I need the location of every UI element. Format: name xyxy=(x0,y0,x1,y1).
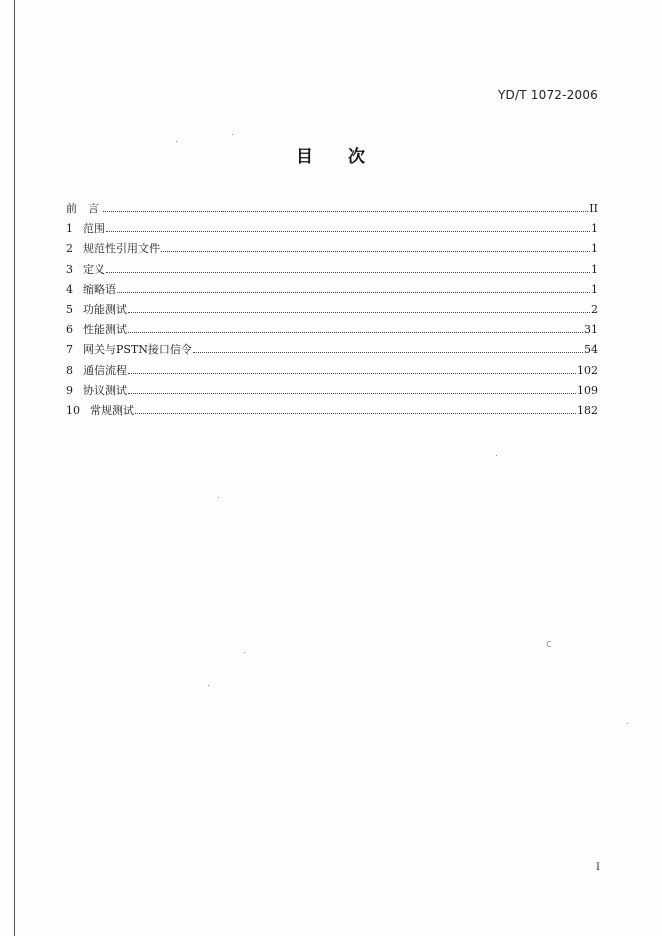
toc-entry-number: 10 xyxy=(66,403,80,417)
scan-speck xyxy=(627,723,628,724)
toc-entry-number: 4 xyxy=(66,282,73,296)
scan-speck xyxy=(218,497,219,498)
toc-entry-7[interactable] xyxy=(66,341,598,361)
scan-speck xyxy=(208,685,209,686)
toc-entry-page: 2 xyxy=(591,302,598,316)
toc-title-char-2: 次 xyxy=(348,147,366,167)
toc-entry-3[interactable] xyxy=(66,261,598,281)
toc-entry-number: 6 xyxy=(66,323,73,337)
binding-edge-line xyxy=(14,0,15,936)
toc-entry-6[interactable] xyxy=(66,321,598,341)
scan-speck xyxy=(244,652,245,653)
toc-entry-label: 性能测试 xyxy=(83,323,127,337)
table-of-contents xyxy=(66,200,598,422)
toc-entry-page: 1 xyxy=(591,242,598,256)
toc-leader-dots xyxy=(128,372,576,374)
toc-entry-foreword[interactable] xyxy=(66,200,598,220)
toc-entry-label: 规范性引用文件 xyxy=(83,242,160,256)
toc-entry-label: 功能测试 xyxy=(83,302,127,316)
scan-speck xyxy=(496,455,497,456)
toc-entry-page: 1 xyxy=(591,282,598,296)
toc-entry-page: 1 xyxy=(591,262,598,276)
scan-smudge-mark: ⅽ xyxy=(546,637,553,650)
toc-leader-dots xyxy=(161,250,590,252)
toc-entry-label: 网关与PSTN接口信令 xyxy=(83,343,192,357)
scan-speck xyxy=(222,211,223,212)
toc-entry-page: 182 xyxy=(577,403,598,417)
toc-entry-1[interactable] xyxy=(66,220,598,240)
toc-entry-number: 8 xyxy=(66,363,73,377)
toc-entry-page: II xyxy=(589,202,598,215)
toc-entry-2[interactable] xyxy=(66,240,598,260)
toc-leader-dots xyxy=(117,291,590,293)
toc-entry-number: 5 xyxy=(66,302,73,316)
toc-entry-9[interactable] xyxy=(66,382,598,402)
toc-leader-dots xyxy=(128,311,590,313)
toc-entry-page: 109 xyxy=(577,383,598,397)
toc-entry-number: 1 xyxy=(66,222,73,236)
toc-title xyxy=(0,142,662,167)
toc-leader-dots xyxy=(193,351,583,353)
toc-entry-page: 54 xyxy=(584,343,598,357)
toc-entry-label: 前言 xyxy=(66,202,110,215)
scan-speck xyxy=(176,141,177,142)
toc-entry-label: 定义 xyxy=(83,262,105,276)
toc-entry-label: 通信流程 xyxy=(83,363,127,377)
toc-entry-number: 9 xyxy=(66,383,73,397)
toc-entry-label: 范围 xyxy=(83,222,105,236)
toc-leader-dots xyxy=(106,271,590,273)
toc-leader-dots xyxy=(106,230,590,232)
standard-code: YD/T 1072-2006 xyxy=(498,88,598,102)
toc-entry-10[interactable] xyxy=(66,402,598,422)
toc-entry-number: 7 xyxy=(66,343,73,357)
toc-entry-label: 常规测试 xyxy=(90,403,134,417)
toc-entry-page: 1 xyxy=(591,222,598,236)
page-number: I xyxy=(596,862,600,873)
toc-entry-5[interactable] xyxy=(66,301,598,321)
toc-entry-4[interactable] xyxy=(66,281,598,301)
toc-entry-label: 协议测试 xyxy=(83,383,127,397)
toc-entry-8[interactable] xyxy=(66,362,598,382)
toc-entry-label: 缩略语 xyxy=(83,282,116,296)
toc-leader-dots xyxy=(135,412,576,414)
toc-leader-dots xyxy=(128,392,576,394)
toc-entry-number: 3 xyxy=(66,262,73,276)
toc-entry-page: 102 xyxy=(577,363,598,377)
toc-entry-number: 2 xyxy=(66,242,73,256)
toc-leader-dots xyxy=(103,210,588,212)
toc-leader-dots xyxy=(128,331,583,333)
toc-title-char-1: 目 xyxy=(296,147,314,167)
scan-speck xyxy=(232,134,233,135)
toc-entry-page: 31 xyxy=(584,323,598,337)
